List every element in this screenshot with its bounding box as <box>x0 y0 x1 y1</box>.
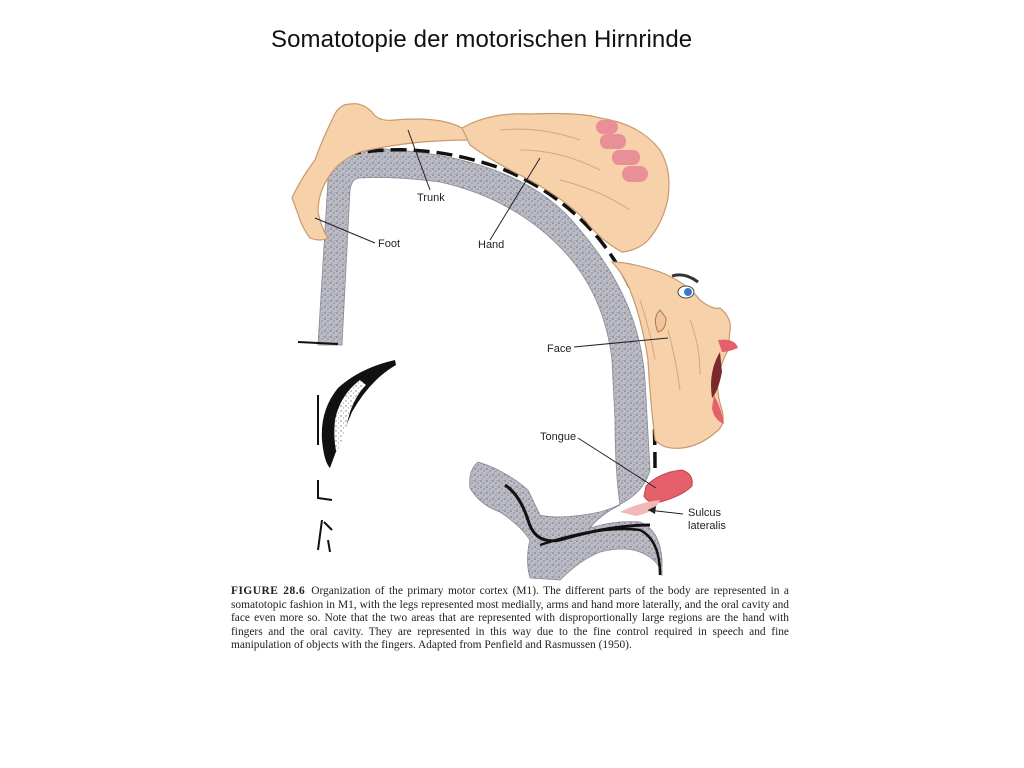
label-hand: Hand <box>478 239 505 251</box>
figure-caption <box>231 585 789 653</box>
slide-title-text: Somatotopie der motorischen Hirnrinde <box>271 26 693 53</box>
label-sulcus: Sulcus <box>688 507 722 519</box>
label-foot: Foot <box>378 238 401 250</box>
label-face: Face <box>547 343 572 355</box>
medial-mark-3 <box>318 520 332 552</box>
iris-icon <box>684 288 692 296</box>
label-trunk: Trunk <box>417 192 445 204</box>
medial-mark-2 <box>318 480 332 500</box>
caption-text: Organization of the primary motor cortex (M1). The different parts of the body are represented in a somatotopic fashion in M1, with the legs represented most medially, arms and hand more laterally, and the oral cavity and face even more so. Note that the two areas that are represented with disproportionally large regions are the hand with fingers and the oral cavity. They are represented in this way due to the fine control required in speech and fine manipulation of objects with the fingers. Adapted from Penfield and Rasmussen (1950). <box>231 585 789 652</box>
caption-label: FIGURE 28.6 <box>231 585 306 597</box>
homunculus-tongue <box>644 470 692 502</box>
label-lateralis: lateralis <box>688 520 726 532</box>
label-tongue: Tongue <box>540 431 577 443</box>
medial-section-outline <box>322 360 396 468</box>
